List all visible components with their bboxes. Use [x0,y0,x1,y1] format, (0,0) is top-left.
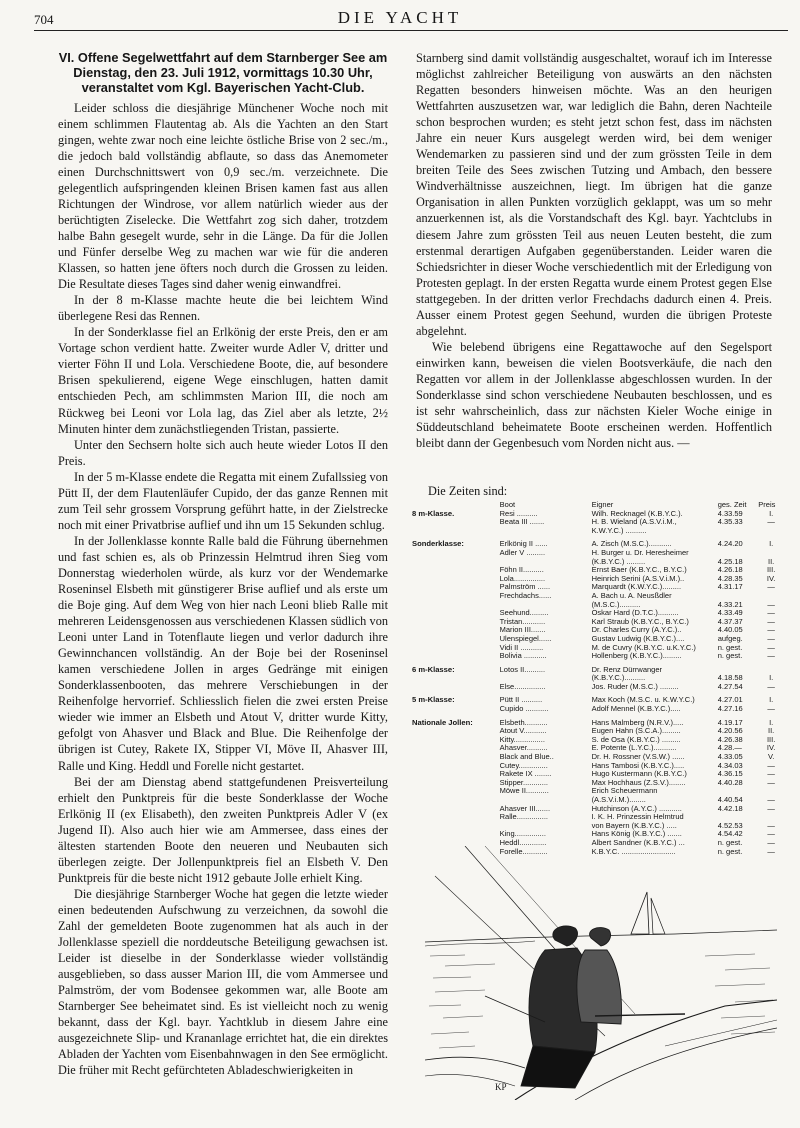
table-cell: (K.B.Y.C.) ......... [591,556,646,566]
page-number: 704 [34,12,54,27]
table-cell: 4.40.28 [717,777,743,787]
table-cell: Eugen Hahn (S.C.A.)......... [591,726,681,736]
table-cell: Cutey.............. [499,760,548,770]
results-intro: Die Zeiten sind: [428,484,508,498]
table-row [412,714,784,728]
table-cell [412,779,500,788]
table-cell: Dr. Charles Curry (A.Y.C.).. [591,625,682,635]
table-cell [412,674,500,683]
table-cell: Resi .......... [499,508,538,518]
right-column [416,50,772,451]
table-cell: Föhn II.......... [499,565,544,575]
table-cell: Frechdachs...... [499,590,552,600]
article-paragraph: In der 5 m-Klasse endete die Regatta mit einem Zufallssieg von Pütt II, der dem Flautenläufer Cupido, der das ganze Rennen mit zum Teil sehr grossem Vorsprung geführt hatte, in der Zielstrecke noch mit einer Privatbrise auflief und ihn um 15 Sekunden schlug. [58,469,388,532]
table-cell: (A.S.V.i.M.)........ [591,795,646,804]
article-paragraph: Unter den Sechsern holte sich auch heute wieder Lotos II den Preis. [58,437,388,468]
table-cell: Jos. Ruder (M.S.C.) ......... [591,681,679,691]
table-cell: 4.33.05 [717,752,743,762]
table-cell: Forelle............ [499,846,548,856]
table-cell: — [767,769,775,779]
table-cell [718,527,759,536]
table-row [412,661,784,675]
table-cell: — [767,829,775,839]
table-row [412,705,784,714]
table-cell: 4.19.17 [717,717,743,727]
table-cell [412,787,500,796]
table-cell: II. [768,726,775,736]
table-cell: S. de Osa (K.B.Y.C.) ......... [591,734,681,744]
table-cell: III. [766,734,776,744]
article-paragraph: Wie belebend übrigens eine Regattawoche auf den Segelsport einwirken kann, beweisen die vielen Bootsverkäufe, die nach den Regatten vor allem in der Jollenklasse abgeschlossen wurden. In der Sonderklasse sind schon verschiedene Neubauten beschlossen, und es ist sehr wahrscheinlich, dass zur nächsten Kieler Woche einige in Süddeutschland beheimatete Boote erscheinen werden. Hoffentlich bleibt dann der Gegenbesuch vom Norden nicht aus. — [416,339,772,451]
table-cell: Marquardt (K.W.Y.C.)......... [591,582,682,592]
table-cell: Black and Blue.. [499,752,554,762]
table-cell: M. de Cuvry (K.B.Y.C. u.K.Y.C.) [591,642,696,652]
table-cell: H. Burger u. Dr. Heresheimer [591,547,689,557]
table-cell: Oskar Hard (D.T.C.).......... [591,608,679,618]
table-cell: — [767,795,775,804]
table-cell: 4.42.18 [717,803,743,813]
table-cell: III. [766,565,776,575]
table-cell [412,592,500,601]
table-cell: — [767,803,775,813]
table-cell: (M.S.C.).......... [591,599,641,609]
table-cell [412,796,500,805]
table-cell: Ahasver III....... [499,803,551,813]
table-cell: Palmström ...... [499,582,551,592]
table-cell [412,601,500,610]
table-cell: 4.26.38 [717,734,743,744]
table-cell: 4.27.01 [717,695,743,705]
table-cell: Stipper............ [499,777,548,787]
table-cell [500,527,592,536]
table-cell: Hollenberg (K.B.Y.C.)......... [591,651,682,661]
table-cell [412,727,500,736]
table-cell: Kitty............... [499,734,545,744]
left-column [58,50,388,1078]
table-cell: 4.33.59 [717,508,743,518]
table-cell: 4.34.03 [717,760,743,770]
table-cell [412,813,500,822]
results-table-body [412,510,784,857]
table-cell: Elsbeth........... [499,717,548,727]
table-cell: Hutchinson (A.Y.C.) ........... [591,803,682,813]
table-cell [412,753,500,762]
table-cell: Adolf Mennel (K.B.Y.C.)..... [591,704,681,714]
table-row [412,683,784,692]
table-cell: Hans König (K.B.Y.C.) ....... [591,829,682,839]
table-cell [412,558,500,567]
table-cell: — [767,837,775,847]
table-cell: Hugo Kustermann (K.B.Y.C.) [591,769,687,779]
table-cell: Dr. H. Rossner (V.S.W.) ...... [591,752,685,762]
table-cell: Hans Malmberg (N.R.V.)..... [591,717,684,727]
table-cell: 4.26.18 [717,565,743,575]
table-cell: IV. [766,743,776,753]
table-cell: 4.33.49 [717,608,743,618]
article-paragraph: In der Jollenklasse konnte Ralle bald die Führung übernehmen und fast schien es, als ob Prinzessin Helmtrud ihren Sieg vom Donnerstag wiederholen würde, als kurz vor der Wendemarke Roseninsel Elsbeth mit günstigerer Brise auflief und als erste um die Boje ging. Auf dem Weg von hier nach Leoni blieb Ralle mit mehreren Leidensgenossen aus verschiedenen Klassen südlich von Leoni unter Land in Totenflaute liegen und verlor dadurch ihre Gewinnchancen vollständig. An der Boje bei der Roseninsel kamen verschiedene Jollen in arges Gedränge mit einigen Sonderklassenbooten, das mehrere Verschiebungen in der Reihenfolge hervorrief. Schliesslich fielen die zwei ersten Preise wieder wie immer an Elsbeth und Atout V, dritter wurde Kitty, gefolgt von Ahasver und Black and Blue. Die Reihenfolge der übrigen ist Cutey, Rakete IX, Stipper VI, Möve II, Ahasver III, Ralle und King. Heddl und Forelle nicht gestartet. [58,533,388,773]
table-cell: n. gest. [717,642,743,652]
table-cell: Max Hochhaus (Z.S.V.)........ [591,777,686,787]
table-cell: — [767,760,775,770]
table-cell: Albert Sandner (K.B.Y.C.) ... [591,837,685,847]
column-header: Eigner [591,500,614,509]
table-cell: aufgeg. [717,633,743,643]
table-cell: Nationale Jollen: [412,717,473,727]
table-cell [758,661,784,675]
table-cell: Heddl............. [499,837,547,847]
table-cell: Möwe II........... [499,786,549,796]
table-cell: I. K. H. Prinzessin Helmtrud [591,812,684,822]
table-cell: A. Zisch (M.S.C.)........... [591,539,672,549]
table-cell: 4.40.54 [717,795,743,804]
table-cell: Rakete IX ........ [499,769,552,779]
table-cell: V. [767,752,775,762]
table-cell: Lotos II.......... [499,664,546,674]
table-cell [412,527,500,536]
table-cell: — [767,777,775,787]
table-cell: Beata III ....... [499,517,545,527]
table-cell: 4.40.05 [717,625,743,635]
table-cell [412,644,500,653]
table-cell: Erlkönig II ...... [499,539,548,549]
table-cell: — [767,681,775,691]
table-cell: Cupido ........... [499,704,549,714]
table-cell [412,518,500,527]
table-cell [412,762,500,771]
table-cell [412,744,500,753]
table-cell: Gustav Ludwig (K.B.Y.C.).... [591,633,685,643]
table-cell: Adler V ......... [499,547,546,557]
table-cell: 4.27.16 [717,704,743,714]
table-cell: Sonderklasse: [412,539,464,549]
table-cell: — [767,616,775,626]
table-cell: Ulenspiegel...... [499,633,552,643]
table-cell: — [767,599,775,609]
table-cell: — [767,633,775,643]
table-cell: I. [769,717,774,727]
table-cell: K.W.Y.C.) .......... [591,525,647,535]
table-cell [758,527,784,536]
table-cell: 4.28.35 [717,573,743,583]
table-cell: I. [769,539,774,549]
column-header: Preis [758,500,776,509]
table-cell: — [767,582,775,592]
results-table [412,501,784,856]
table-cell: — [767,846,775,856]
table-cell: IV. [766,573,776,583]
table-cell [412,736,500,745]
table-cell: 4.33.21 [717,599,743,609]
right-column-text [416,50,772,451]
table-cell [412,618,500,627]
table-cell: H. B. Wieland (A.S.V.i.M., [591,517,677,527]
table-cell: I. [769,508,774,518]
table-cell: King............... [499,829,546,839]
article-paragraph: Die diesjährige Starnberger Woche hat gegen die letzte wieder einen bedeutenden Aufschwung zu verzeichnen, da sowohl die Zahl der gemeldeten Boote zugenommen hat als auch in der Jollenklasse speziell die norddeutsche Beteiligung gewachsen ist. Leider ist dieselbe in der Sonderklasse wieder vollständig ausgeblieben, so dass ausser Marion III, die vom Ammersee und Palmström, der vom Bodensee gekommen war, alle Boote am Starnberger See beheimatet sind. Es ist vielleicht noch zu wenig bekannt, dass der Kgl. bayr. Yachtklub in diesem Jahre eine ausgezeichnete Slip- und Krananlage errichtet hat, die ein direktes Abladen der Yachten vom Eisenbahnwagen in den See ermöglicht. Die früher mit Recht gefürchteten Abladeschwierigkeiten in [58,886,388,1078]
table-cell: 4.37.37 [717,616,743,626]
results-section [412,484,784,856]
table-cell: E. Potente (L.Y.C.)........... [591,743,677,753]
table-cell: 4.27.54 [717,681,743,691]
table-cell [718,661,759,675]
journal-title: DIE YACHT [337,8,463,27]
table-cell: Pütt II .......... [499,695,543,705]
table-cell: Ahasver.......... [499,743,548,753]
table-cell: K.B.Y.C. .......................... [591,846,676,856]
table-cell: Else............... [499,681,546,691]
table-cell: Marion III....... [499,625,546,635]
table-cell: 4.36.15 [717,769,743,779]
table-cell: 6 m-Klasse: [412,664,455,674]
table-cell [412,822,500,831]
article-paragraph: In der 8 m-Klasse machte heute die bei leichtem Wind überlegene Resi das Rennen. [58,293,388,324]
table-cell: Bolivia ........... [499,651,547,661]
table-cell: I. [769,695,774,705]
column-header: ges. Zeit [717,500,747,509]
table-cell: Tristan........... [499,616,546,626]
table-cell: I. [769,673,774,683]
table-cell [412,652,500,661]
table-cell: 4.54.42 [717,829,743,839]
table-cell [412,609,500,618]
table-cell: II. [768,556,775,566]
table-row [412,652,784,661]
table-cell: — [767,651,775,661]
table-cell: — [767,517,775,527]
article-paragraph: Bei der am Dienstag abend stattgefundenen Preisverteilung erhielt den Punktpreis für die beste Sonderklasse der Woche Erlkönig II (ex Elisabeth), den zweiten Punktpreis Adler V (ex Jugend II). Also auch hier wie am Ammersee, dass eines der ältesten startenden Boote den neueren und Neubauten sich überlegen zeigte. Der Jollenpunktpreis fiel an Elsbeth V. Den Punktpreis für die beste nicht 1912 gebaute Jolle erhielt King. [58,774,388,885]
table-cell [412,626,500,635]
table-cell [412,683,500,692]
article-heading: VI. Offene Segelwettfahrt auf dem Starnberger See am Dienstag, den 23. Juli 1912, vormittags 10.30 Uhr, veranstaltet vom Kgl. Bayerischen Yacht-Club. [58,50,388,96]
table-cell [412,770,500,779]
table-cell: 8 m-Klasse. [412,508,455,518]
artist-signature: KP [495,1082,507,1092]
table-cell: Max Koch (M.S.C. u. K.W.Y.C.) [591,695,695,705]
table-cell: n. gest. [717,651,743,661]
table-cell [412,549,500,558]
table-cell [412,566,500,575]
table-cell: — [767,625,775,635]
table-cell: Erich Scheuermann [591,786,658,796]
table-cell: Lola............... [499,573,546,583]
table-row [412,527,784,536]
table-cell: — [767,704,775,714]
table-cell: 4.20.56 [717,726,743,736]
table-cell: 4.52.53 [717,820,743,830]
table-cell [412,705,500,714]
table-cell: 5 m-Klasse: [412,695,455,705]
table-cell: Karl Straub (K.B.Y.C., B.Y.C.) [591,616,689,626]
table-cell: Atout V........... [499,726,547,736]
table-cell: (K.B.Y.C.).......... [591,673,646,683]
table-cell: n. gest. [717,837,743,847]
article-paragraph: In der Sonderklasse fiel an Erlkönig der erste Preis, den er am Vortage schon verdient hatte. Zweiter wurde Adler V, dritter und vierter Föhn II und Lola. Verschiedene Boote, die, auf besondere Brisen spekulierend, eigene Wege einschlugen, hatten damit entschieden Pech, am schlimmsten Marion III, die noch am Rückweg bei Leoni vor Lola lag, das Ziel aber als letzte, 2½ Minuten hinter dem zunächstliegenden Tristan, passierte. [58,325,388,436]
article-paragraph: Leider schloss die diesjährige Münchener Woche noch mit einem schlimmen Flautentag ab. Als die Yachten an den Start gingen, wehte zwar noch eine leichte östliche Brise von 2 sec./m., die jedoch bald vollständig abflaute, so dass das Anemometer einen Durchschnittswert von 0,9 sec./m. verzeichnete. Die gelegentlich aufspringenden kleinen Brisen kamen fast aus allen Richtungen der Windrose, vor allem natürlich wieder aus der berüchtigten Ziselecke. Die Wettfahrt zog sich daher, trotzdem halbe Bahn gesegelt wurde, sehr in die Länge. Da für die Jollen und Fünfer derselbe Weg zu machen war wie für die anderen Klassen, so hatten jene öfters noch durch die Grossen zu leiden. Die Resultate dieses Tages sind daher wenig einwandfrei. [58,100,388,292]
table-cell: Hans Tambosi (K.B.Y.C.)..... [591,760,685,770]
table-cell: von Bayern (K.B.Y.C.) ..... [591,820,677,830]
article-paragraph: Starnberg sind damit vollständig ausgeschaltet, worauf ich im Interesse möglichst zahlreicher Beteiligung von auswärts an den nächsten Regatten besonders hinweisen möchte. Was an den heurigen Wettfahrten auszusetzen war, war lediglich die Bahn, deren Nachteile schon besprochen wurden; es steht jetzt schon fest, dass im nächsten Jahre ein neuer Kurs ausgelegt werden wird, bei dem weniger Wendemarken zu passieren sind und der zum grössten Teile in dem breiten Teile des Sees zwischen Tutzing und Ambach, den bessere Windverhältnisse auszeichnen, liegt. Im übrigen hat die ganze Organisation in allen Punkten vorzüglich geklappt, was um so mehr anzuerkennen ist, als die Vorstandschaft des Kgl. bayr. Yachtclubs in diesem Jahre zum grössten Teil aus neuen Leuten besteht, die zum erstenmal derartigen Aufgaben gegenüberstanden. Leider waren die Schiedsrichter in dieser Woche verschiedentlich mit der Erledigung von Protesten geplagt. In der ersten Regatta wurde einem Protest gegen Else stattgegeben. In der dritten verlor Frechdachs dadurch einen 4. Preis. Ausser einem Protest gegen Seehund, wurden die übrigen Proteste abgelehnt. [416,51,772,338]
table-cell: Heinrich Serini (A.S.V.i.M.).. [591,573,685,583]
left-column-text [58,100,388,1079]
table-cell: 4.35.33 [717,517,743,527]
table-cell: Seehund......... [499,608,549,618]
table-cell: Wilh. Recknagel (K.B.Y.C.). [591,508,683,518]
table-cell: 4.18.58 [717,673,743,683]
table-cell [412,830,500,839]
table-cell: Ernst Baer (K.B.Y.C., B.Y.C.) [591,565,687,575]
table-cell: Dr. Renz Dürrwanger [591,664,663,674]
table-cell: 4.24.20 [717,539,743,549]
table-cell [412,805,500,814]
table-cell: Vidi II ........... [499,642,544,652]
table-cell [412,575,500,584]
table-row [412,691,784,705]
table-cell: n. gest. [717,846,743,856]
table-row [412,535,784,549]
table-cell: 4.25.18 [717,556,743,566]
table-cell [412,635,500,644]
table-cell: — [767,820,775,830]
table-cell [412,583,500,592]
table-cell: 4.31.17 [717,582,743,592]
table-cell: 4.28.— [717,743,742,753]
column-header: Boot [499,500,516,509]
table-cell: — [767,642,775,652]
table-cell: — [767,608,775,618]
header-rule [34,30,788,31]
table-cell: A. Bach u. A. Neusßdler [591,590,672,600]
table-cell: Ralle............... [499,812,548,822]
sailing-yacht-sketch [425,846,777,1100]
